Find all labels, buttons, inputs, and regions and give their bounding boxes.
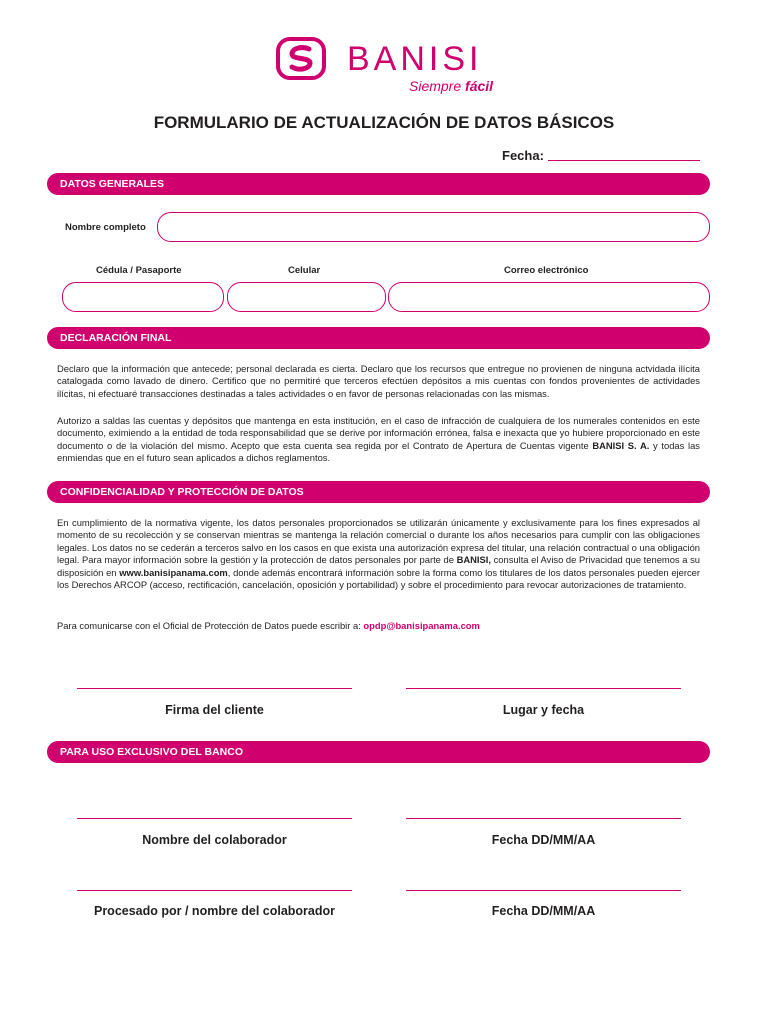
page-title: FORMULARIO DE ACTUALIZACIÓN DE DATOS BÁSICOS: [153, 113, 615, 132]
declaration-paragraph-2: Autorizo a saldas las cuentas y depósitos que mantenga en esta institución, en el caso de infracción de cualquiera de los numerales contenidos en este documento, eximiendo a la entidad de toda responsabilidad que se derive por información errónea, falsa e inexacta que yo hubiere proporcionado en este documento o de la violación del mismo. Acepto que esta cuenta sea regida por el Contrato de Apertura de Cuentas vigente BANISI S. A. y todas las enmiendas que en el futuro sean aplicados a dichos reglamentos.: [57, 415, 700, 464]
date-label-2: Fecha DD/MM/AA: [491, 904, 596, 918]
section-declaration-header: DECLARACIÓN FINAL: [47, 327, 710, 349]
privacy-paragraph: En cumplimiento de la normativa vigente, los datos personales proporcionados se utilizarán únicamente y exclusivamente para los fines expresados al momento de su recolección y se conservan mientras se mantenga la relación comercial o durante los años necesarios para cumplir con las obligaciones legales. Los datos no se cederán a terceros salvo en los casos en que exista una autorización expresa del titular, una relación contractual o una obligación legal. Para mayor información sobre la gestión y la protección de datos personales por parte de BANISI, consulta el Aviso de Privacidad que tenemos a su disposición en www.banisipanama.com, donde además encontrará información sobre la forma como los titulares de los datos personales pueden ejercer los Derechos ARCOP (acceso, rectificación, cancelación, oposición y portabilidad) y sobre el procedimiento para revocar autorizaciones de tratamiento.: [57, 517, 700, 591]
privacy-contact: Para comunicarse con el Oficial de Protección de Datos puede escribir a: opdp@banisipanama.com: [57, 620, 480, 631]
collaborator-name-label: Nombre del colaborador: [142, 833, 287, 847]
email-label: Correo electrónico: [504, 265, 589, 276]
processed-by-label: Procesado por / nombre del colaborador: [93, 904, 336, 918]
banisi-s-logo-icon: [276, 37, 326, 80]
place-date-label: Lugar y fecha: [502, 703, 585, 717]
date-label: Fecha:: [502, 148, 544, 163]
dpo-email-link[interactable]: opdp@banisipanama.com: [363, 620, 480, 631]
collaborator-name-line[interactable]: [77, 818, 352, 819]
declaration-paragraph-1: Declaro que la información que antecede; personal declarada es cierta. Declaro que los recursos que entregue no provienen de ninguna actvidada ilícita catalogada como lavado de dinero. Certifico que no permitiré que terceros efectúen depósitos a mis cuentas con fondos provenientes de actividades ilícitas, ni efectuaré transacciones destinadas a tales actividades o en favor de personas relacionadas con las mismas.: [57, 363, 700, 399]
client-signature-line[interactable]: [77, 688, 352, 689]
section-bank-only-header: PARA USO EXCLUSIVO DEL BANCO: [47, 741, 710, 763]
full-name-field[interactable]: [157, 212, 710, 242]
section-general-header: DATOS GENERALES: [47, 173, 710, 195]
id-passport-label: Cédula / Pasaporte: [96, 265, 182, 276]
date-field[interactable]: [548, 160, 700, 161]
mobile-label: Celular: [288, 265, 321, 276]
full-name-label: Nombre completo: [65, 222, 146, 233]
brand-name: BANISI: [347, 40, 483, 78]
client-signature-label: Firma del cliente: [165, 703, 264, 717]
date-line-1[interactable]: [406, 818, 681, 819]
processed-by-line[interactable]: [77, 890, 352, 891]
section-privacy-header: CONFIDENCIALIDAD Y PROTECCIÓN DE DATOS: [47, 481, 710, 503]
id-passport-field[interactable]: [62, 282, 224, 312]
date-line-2[interactable]: [406, 890, 681, 891]
email-field[interactable]: [388, 282, 710, 312]
mobile-field[interactable]: [227, 282, 386, 312]
place-date-line[interactable]: [406, 688, 681, 689]
brand-tagline: Siempre fácil: [409, 78, 494, 94]
date-label-1: Fecha DD/MM/AA: [491, 833, 596, 847]
